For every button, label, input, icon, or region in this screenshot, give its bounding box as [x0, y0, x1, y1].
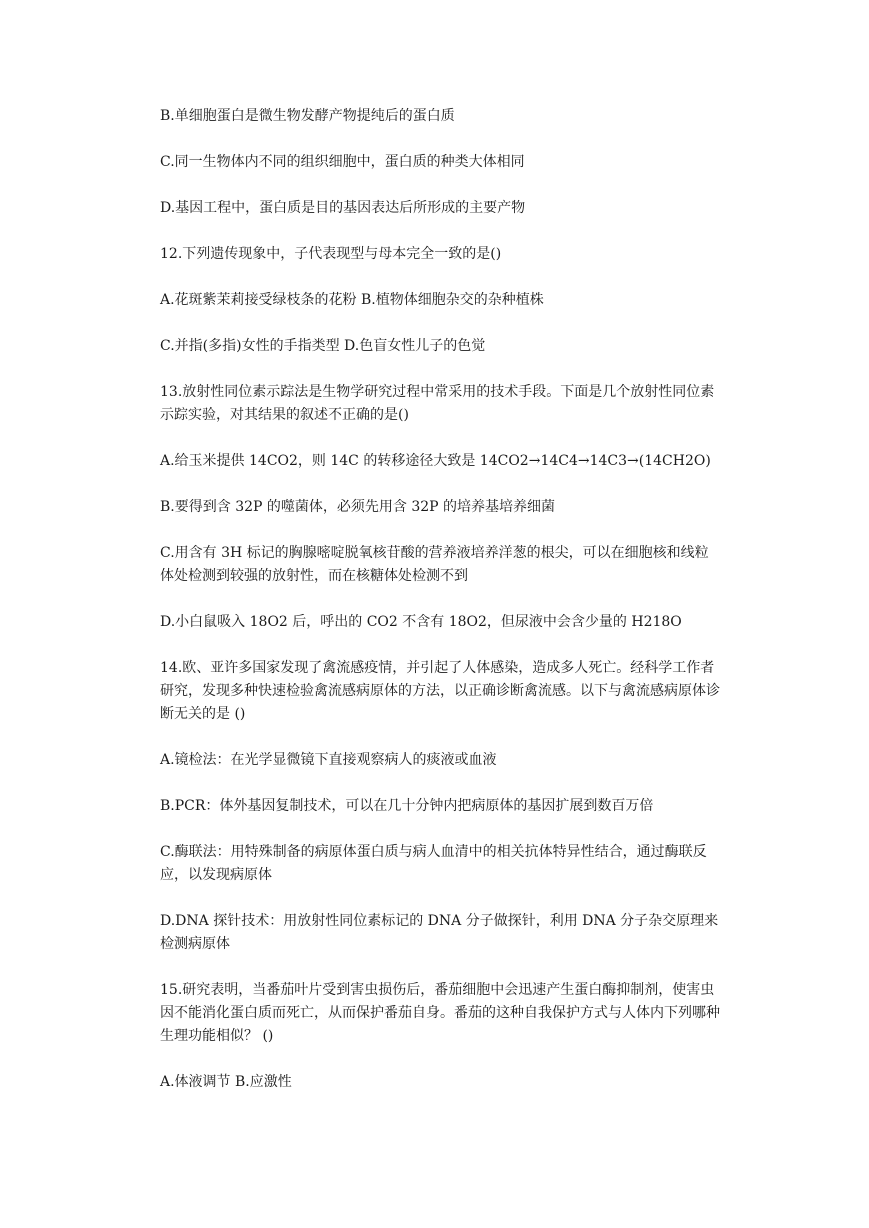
question-13: 13.放射性同位素示踪法是生物学研究过程中常采用的技术手段。下面是几个放射性同位素示踪实验，对其结果的叙述不正确的是() [160, 384, 715, 423]
option-d-q13: D.小白鼠吸入 18O2 后，呼出的 CO2 不含有 18O2，但尿液中会含少量的 H218O [160, 614, 682, 630]
question-14: 14.欧、亚许多国家发现了禽流感疫情，并引起了人体感染，造成多人死亡。经科学工作者研究，发现多种快速检验禽流感病原体的方法，以正确诊断禽流感。以下与禽流感病原体诊断无关的是 () [160, 660, 720, 722]
options-cd-q12: C.并指(多指)女性的手指类型 D.色盲女性儿子的色觉 [160, 338, 486, 354]
question-15: 15.研究表明，当番茄叶片受到害虫损伤后，番茄细胞中会迅速产生蛋白酶抑制剂，使害虫因不能消化蛋白质而死亡，从而保护番茄自身。番茄的这种自我保护方式与人体内下列哪种生理功能相似？ () [160, 982, 720, 1044]
option-c-q14: C.酶联法：用特殊制备的病原体蛋白质与病人血清中的相关抗体特异性结合，通过酶联反应，以发现病原体 [160, 844, 707, 883]
question-12: 12.下列遗传现象中，子代表现型与母本完全一致的是() [160, 246, 502, 262]
option-d-q14: D.DNA 探针技术：用放射性同位素标记的 DNA 分子做探针，利用 DNA 分子杂交原理来检测病原体 [160, 913, 719, 952]
option-b-q11: B.单细胞蛋白是微生物发酵产物提纯后的蛋白质 [160, 108, 455, 124]
option-b-q14: B.PCR：体外基因复制技术，可以在几十分钟内把病原体的基因扩展到数百万倍 [160, 798, 654, 814]
options-ab-q15: A.体液调节 B.应激性 [160, 1074, 292, 1090]
option-a-q13: A.给玉米提供 14CO2，则 14C 的转移途径大致是 14CO2→14C4→14C3→(14CH2O) [160, 453, 711, 469]
option-c-q11: C.同一生物体内不同的组织细胞中，蛋白质的种类大体相同 [160, 154, 525, 170]
options-ab-q12: A.花斑紫茉莉接受绿枝条的花粉 B.植物体细胞杂交的杂种植株 [160, 292, 544, 308]
option-a-q14: A.镜检法：在光学显微镜下直接观察病人的痰液或血液 [160, 752, 497, 768]
option-c-q13: C.用含有 3H 标记的胸腺嘧啶脱氧核苷酸的营养液培养洋葱的根尖，可以在细胞核和线粒体处检测到较强的放射性，而在核糖体处检测不到 [160, 545, 709, 584]
option-d-q11: D.基因工程中，蛋白质是目的基因表达后所形成的主要产物 [160, 200, 526, 216]
option-b-q13: B.要得到含 32P 的噬菌体，必须先用含 32P 的培养基培养细菌 [160, 499, 556, 515]
